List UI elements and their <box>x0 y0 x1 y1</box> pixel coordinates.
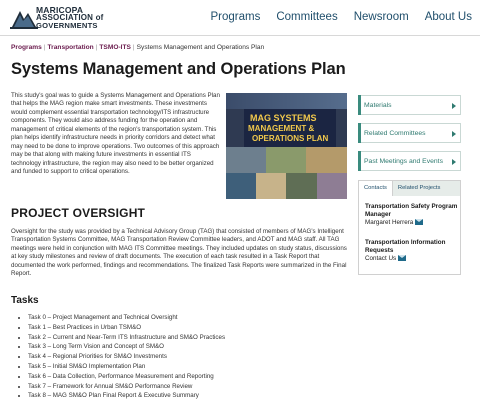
breadcrumb-current: Systems Management and Operations Plan <box>136 44 265 51</box>
logo-line-2: ASSOCIATION of <box>36 13 104 22</box>
cover-title-line-1: MAG SYSTEMS <box>250 113 317 123</box>
task-item: • Task 7 – Framework for Annual SM&O Performance Review <box>28 382 225 392</box>
contacts-panel <box>358 180 461 275</box>
sidebar-link-label: Related Committees <box>364 130 426 137</box>
chevron-right-icon <box>452 131 456 137</box>
cover-photo-4 <box>226 173 256 199</box>
sidebar-link-label: Materials <box>364 102 392 109</box>
tasks-heading: Tasks <box>11 295 39 306</box>
contact-card <box>365 239 459 264</box>
mail-icon[interactable] <box>398 255 406 261</box>
cover-photo-3 <box>306 147 347 173</box>
oversight-paragraph: Oversight for the study was provided by a Technical Advisory Group (TAG) that consisted of members of MAG's Intelligent Transportation Systems Committee, MAG Transportation Review Committee leaders, and ADOT and MAG staff. All TAG meetings were held in conjunction with MAG ITS Committee meetings. They included updates on study status, discussions at key study milestones and review of draft documents. The execution of each task resulted in a Task Report that documented the work performed, findings and recommendations. The finalized Task Reports were summarized in the Final Report. <box>11 228 347 278</box>
task-item: • Task 0 – Project Management and Technical Oversight <box>28 313 225 323</box>
cover-photo-1 <box>226 147 266 173</box>
nav-programs[interactable]: Programs <box>210 11 261 23</box>
breadcrumb-tsmo-its[interactable]: TSMO-ITS <box>99 44 131 51</box>
chevron-right-icon <box>452 103 456 109</box>
task-item: • Task 5 – Initial SM&O Implementation Plan <box>28 362 225 372</box>
cover-photo-5 <box>256 173 286 199</box>
main-nav <box>211 11 473 23</box>
sidebar-link-label: Past Meetings and Events <box>364 158 443 165</box>
logo-mark-icon <box>10 5 38 31</box>
task-item: • Task 3 – Long Term Vision and Concept of SM&O <box>28 342 225 352</box>
sidebar-accent-bar <box>358 151 361 171</box>
sidebar-link-related-committees[interactable] <box>358 123 461 143</box>
page-title: Systems Management and Operations Plan <box>11 60 346 78</box>
breadcrumb <box>11 44 264 51</box>
report-cover-image <box>226 93 347 199</box>
contact-name[interactable]: Margaret Herrera <box>365 219 414 227</box>
cover-title-line-2: MANAGEMENT & <box>248 124 315 133</box>
breadcrumb-separator: | <box>132 44 135 51</box>
logo-wordmark <box>36 6 104 30</box>
site-header <box>0 0 480 36</box>
breadcrumb-programs[interactable]: Programs <box>11 44 42 51</box>
nav-about-us[interactable]: About Us <box>424 11 472 23</box>
intro-paragraph: This study's goal was to guide a Systems Management and Operations Plan that helps the MAG region make smart investments. These investments would complement essential transportation technology/ITS infrastructure components. They would also address funding for the operation and management of critical elements of the region's transportation system. This plan helps identify infrastructure needs in priority corridors and detect what may need to be done to improve operations. Two outcomes of this approach may be that along with making future investments in essential ITS technology infrastructure, the region may also need to be better organized and funded to support to critical operations. <box>11 92 220 176</box>
cover-band <box>226 93 347 109</box>
task-item: • Task 2 – Current and Near-Term ITS Infrastructure and SM&O Practices <box>28 333 225 343</box>
cover-photo-2 <box>266 147 306 173</box>
sidebar-link-past-meetings[interactable] <box>358 151 461 171</box>
tab-related-projects[interactable]: Related Projects <box>393 181 460 196</box>
breadcrumb-transportation[interactable]: Transportation <box>47 44 94 51</box>
contact-role: Transportation Safety Program Manager <box>365 203 458 219</box>
mail-icon[interactable] <box>415 219 423 225</box>
task-item: • Task 1 – Best Practices in Urban TSM&O <box>28 323 225 333</box>
contacts-tabs <box>359 181 460 196</box>
cover-photo-7 <box>317 173 347 199</box>
sidebar-link-materials[interactable] <box>358 95 461 115</box>
contact-card <box>365 203 459 228</box>
tasks-list <box>28 313 225 401</box>
sidebar-accent-bar <box>358 95 361 115</box>
tab-contacts[interactable]: Contacts <box>359 181 393 196</box>
task-item: • Task 4 – Regional Priorities for SM&O Investments <box>28 352 225 362</box>
task-item: • Task 8 – MAG SM&O Plan Final Report & Executive Summary <box>28 391 225 401</box>
sidebar-accent-bar <box>358 123 361 143</box>
oversight-heading: PROJECT OVERSIGHT <box>11 206 146 220</box>
contact-role: Transportation Information Requests <box>365 239 446 255</box>
cover-photo-6 <box>286 173 317 199</box>
nav-newsroom[interactable]: Newsroom <box>353 11 409 23</box>
logo-line-1: MARICOPA <box>36 5 84 15</box>
logo-line-3: GOVERNMENTS <box>36 21 98 30</box>
contact-name[interactable]: Contact Us <box>365 255 397 263</box>
chevron-right-icon <box>452 159 456 165</box>
cover-title-line-3: OPERATIONS PLAN <box>252 134 329 143</box>
breadcrumb-separator: | <box>43 44 46 51</box>
task-item: • Task 6 – Data Collection, Performance Measurement and Reporting <box>28 372 225 382</box>
nav-committees[interactable]: Committees <box>276 11 338 23</box>
breadcrumb-separator: | <box>95 44 98 51</box>
mag-logo[interactable] <box>10 5 132 31</box>
